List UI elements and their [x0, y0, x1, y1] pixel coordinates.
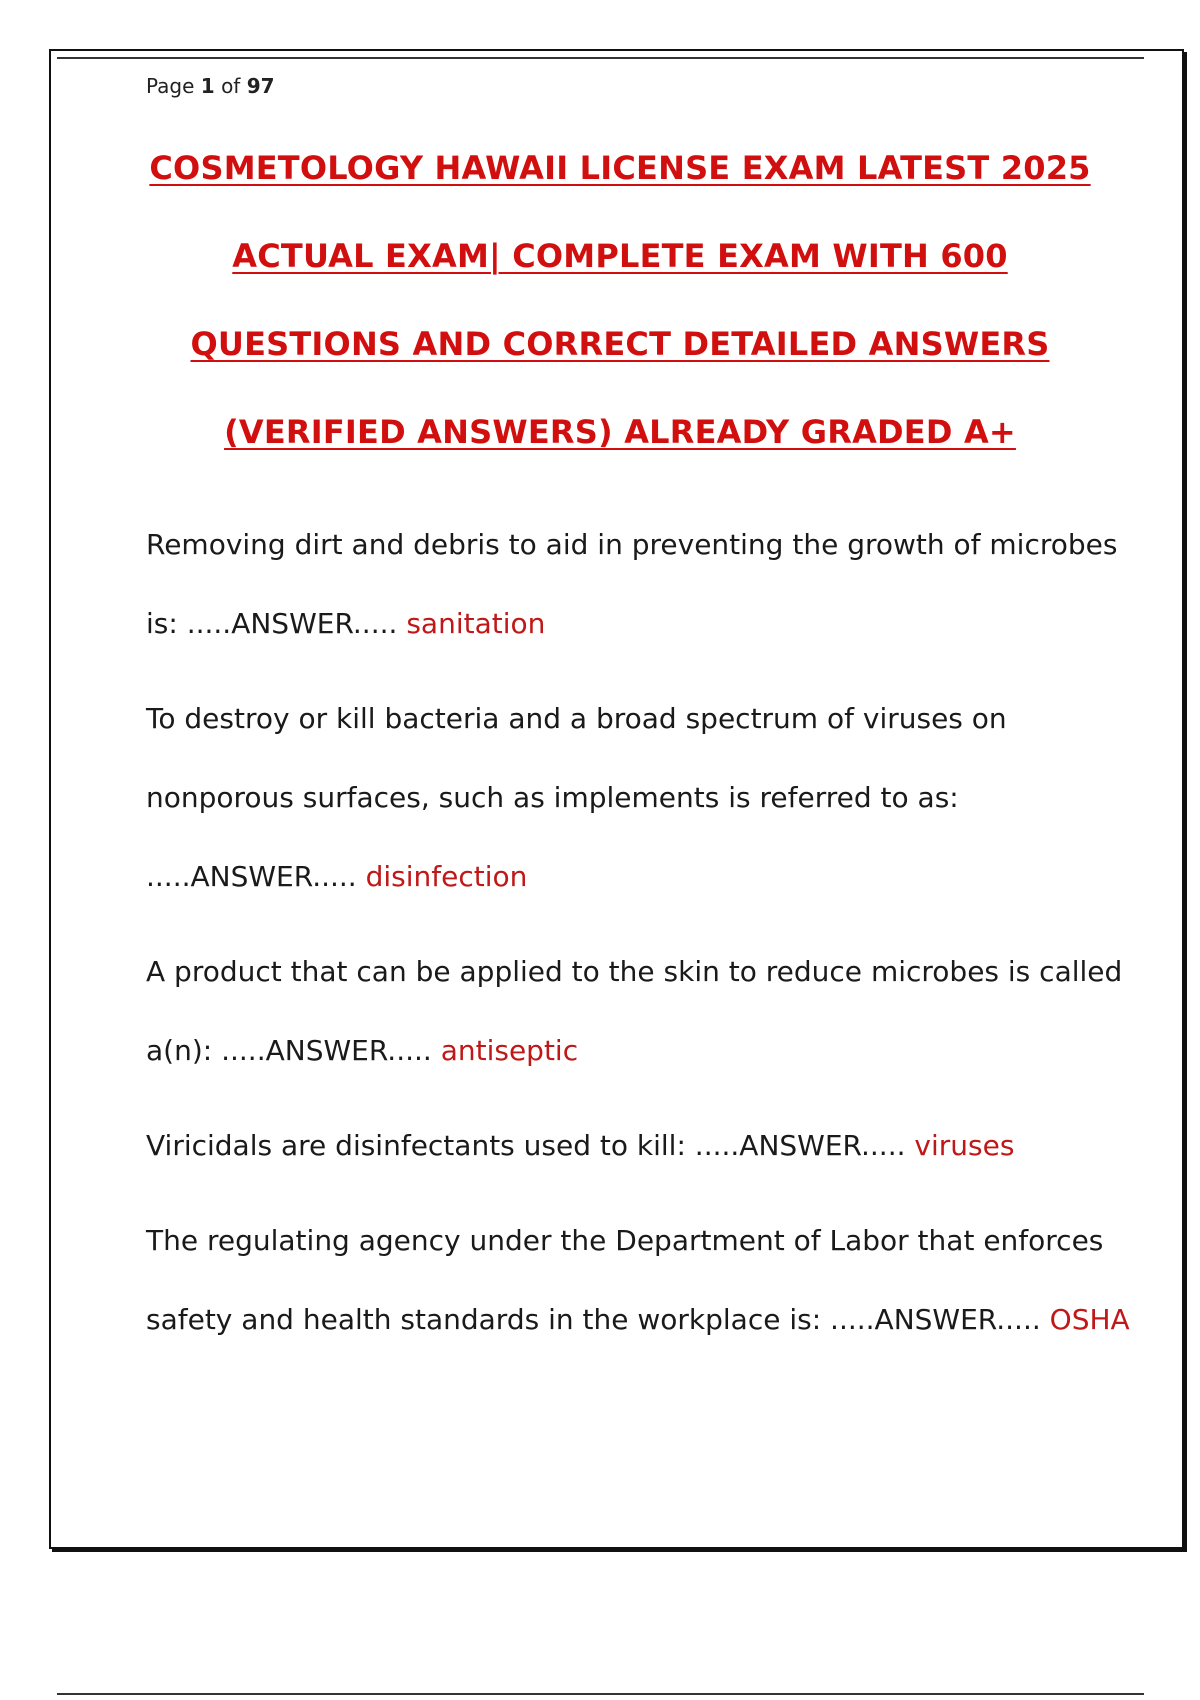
page-counter-total: 97 — [246, 74, 275, 98]
question-text: A product that can be applied to the skin to reduce microbes is called a(n): .....ANSWER..... — [146, 955, 1123, 1067]
answer-text: antiseptic — [440, 1034, 579, 1067]
title-line-3: QUESTIONS AND CORRECT DETAILED ANSWERS — [190, 325, 1050, 363]
question-list — [146, 505, 1146, 1375]
title-line-1: COSMETOLOGY HAWAII LICENSE EXAM LATEST 2025 — [149, 149, 1091, 187]
bottom-divider — [57, 1693, 1144, 1695]
page-counter-current: 1 — [200, 74, 215, 98]
question-item — [146, 1106, 1146, 1185]
question-item — [146, 932, 1146, 1090]
question-text: Viricidals are disinfectants used to kill: .....ANSWER..... — [146, 1129, 906, 1162]
answer-text: disinfection — [365, 860, 528, 893]
page-counter-prefix: Page — [146, 74, 195, 98]
answer-text: OSHA — [1049, 1303, 1130, 1336]
question-text: Removing dirt and debris to aid in preventing the growth of microbes is: .....ANSWER..... — [146, 528, 1118, 640]
question-item — [146, 505, 1146, 663]
document-title — [100, 140, 1140, 492]
question-text: The regulating agency under the Department of Labor that enforces safety and health standards in the workplace is: .....ANSWER..... — [146, 1224, 1104, 1336]
question-item — [146, 1201, 1146, 1359]
answer-text: viruses — [914, 1129, 1015, 1162]
question-item — [146, 679, 1146, 916]
title-line-2: ACTUAL EXAM| COMPLETE EXAM WITH 600 — [232, 237, 1008, 275]
page-counter — [146, 74, 275, 98]
answer-text: sanitation — [406, 607, 546, 640]
top-divider — [57, 57, 1144, 59]
title-line-4: (VERIFIED ANSWERS) ALREADY GRADED A+ — [224, 413, 1016, 451]
question-text: To destroy or kill bacteria and a broad spectrum of viruses on nonporous surfaces, such as implements is referred to as: .....ANSWER..... — [146, 702, 1007, 893]
page-counter-separator: of — [221, 74, 241, 98]
